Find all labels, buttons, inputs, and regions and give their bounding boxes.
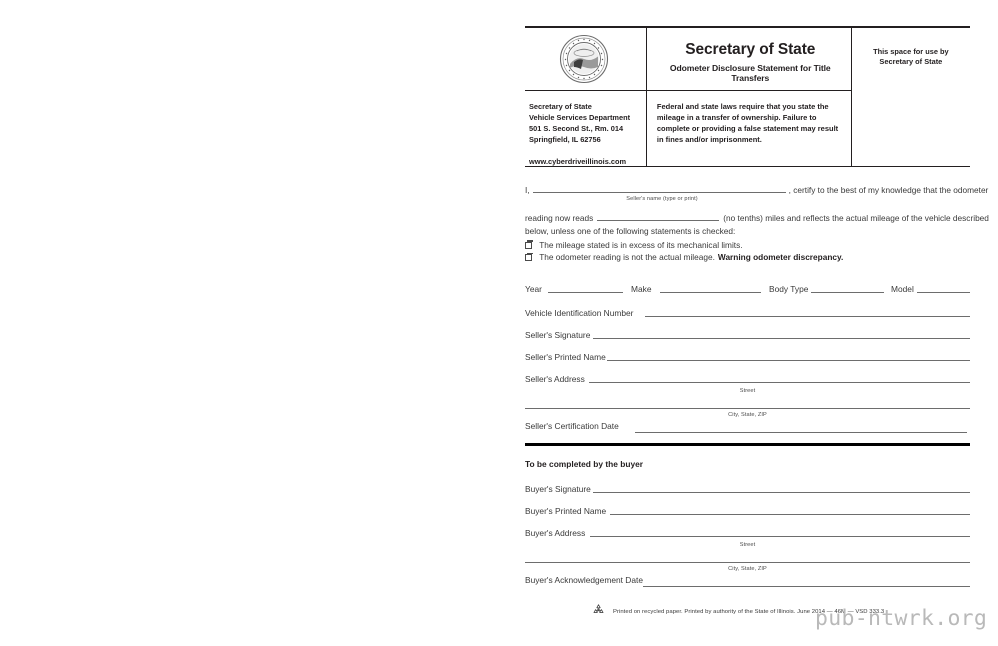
seller-certification-date-input[interactable] — [635, 432, 967, 433]
reading-second-line: below, unless one of the following statements is checked: — [525, 225, 736, 236]
sos-use-line-2: Secretary of State — [879, 57, 943, 67]
buyer-street-caption: Street — [739, 541, 756, 548]
buyer-acknowledgement-date-row — [525, 573, 970, 591]
checkbox-row-mechanical-limits[interactable] — [525, 239, 970, 252]
seller-address-street-row — [525, 370, 970, 387]
vin-label: Vehicle Identification Number — [525, 308, 634, 319]
buyer-address-city-input[interactable] — [525, 562, 970, 563]
sos-use-line-1: This space for use by — [873, 46, 949, 56]
reading-prefix-label: reading now reads — [525, 213, 594, 224]
seller-printed-name-row — [525, 348, 970, 370]
address-line-3: 501 S. Second St., Rm. 014 — [529, 124, 624, 133]
seller-address-city-input[interactable] — [525, 408, 970, 409]
seller-signature-input[interactable] — [593, 338, 970, 339]
year-label: Year — [525, 284, 542, 295]
make-input[interactable] — [660, 292, 761, 293]
buyer-city-state-zip-caption: City, State, ZIP — [728, 565, 767, 572]
header-title-cell — [646, 28, 851, 91]
address-line-1: Secretary of State — [529, 101, 592, 111]
header-table — [525, 28, 970, 166]
buyer-signature-label: Buyer's Signature — [525, 483, 591, 494]
seller-street-caption: Street — [739, 388, 756, 395]
checkbox-mechanical-limits[interactable] — [525, 242, 532, 249]
checkbox-mechanical-limits-label: The mileage stated is in excess of its mechanical limits. — [539, 239, 743, 250]
seller-certification-date-row — [525, 419, 970, 437]
seller-signature-label: Seller's Signature — [525, 330, 591, 341]
checkbox-row-not-actual-mileage[interactable] — [525, 251, 970, 264]
seller-certification-date-label: Seller's Certification Date — [525, 421, 619, 432]
seller-address-street-input[interactable] — [589, 382, 970, 383]
buyer-address-street-input[interactable] — [590, 536, 970, 537]
year-input[interactable] — [548, 292, 623, 293]
seller-address-label: Seller's Address — [525, 374, 585, 385]
buyer-acknowledgement-date-label: Buyer's Acknowledgement Date — [525, 574, 643, 585]
federal-law-notice: Federal and state laws require that you state the mileage in a transfer of ownership. Failure to complete or providing a false statement may result in fines and/or imprisonment. — [656, 101, 839, 145]
sos-use-only-box — [851, 28, 970, 166]
buyer-signature-row — [525, 480, 970, 502]
certification-name-row — [525, 183, 989, 195]
seller-signature-row — [525, 326, 970, 348]
section-divider-bar — [525, 443, 970, 446]
vin-row — [525, 304, 970, 326]
form-title: Odometer Disclosure Statement for Title Transfers — [669, 62, 831, 83]
checkbox-not-actual-mileage-label: The odometer reading is not the actual mileage. — [539, 252, 715, 263]
buyer-address-label: Buyer's Address — [525, 527, 586, 538]
address-line-4: Springfield, IL 62756 — [529, 135, 601, 145]
body-type-input[interactable] — [811, 292, 884, 293]
seller-name-input[interactable] — [533, 183, 786, 193]
i-prefix-label: I, — [525, 185, 530, 195]
buyer-printed-name-label: Buyer's Printed Name — [525, 505, 607, 516]
seller-printed-name-input[interactable] — [607, 360, 970, 361]
vin-input[interactable] — [645, 316, 970, 317]
buyer-section-title: To be completed by the buyer — [525, 458, 644, 469]
odometer-discrepancy-warning: Warning odometer discrepancy. — [717, 252, 844, 263]
make-label: Make — [631, 284, 652, 295]
model-input[interactable] — [917, 292, 970, 293]
agency-website-link[interactable]: www.cyberdriveillinois.com — [529, 156, 627, 166]
model-label: Model — [891, 284, 914, 295]
state-seal-icon — [529, 28, 640, 90]
header-federal-note-cell — [646, 90, 851, 166]
seller-printed-name-label: Seller's Printed Name — [525, 352, 606, 363]
reading-suffix-label: (no tenths) miles and reflects the actual mileage of the vehicle described — [723, 213, 989, 224]
seller-name-caption: Seller's name (type or print) — [626, 196, 698, 203]
site-watermark: pub-ntwrk.org — [815, 606, 988, 631]
seller-address-city-row — [525, 397, 970, 411]
buyer-address-street-row — [525, 524, 970, 541]
vehicle-info-row — [525, 278, 970, 304]
header-address-cell — [525, 90, 646, 166]
agency-title: Secretary of State — [685, 40, 816, 58]
buyer-printed-name-input[interactable] — [610, 514, 970, 515]
form-body — [525, 175, 989, 591]
body-type-label: Body Type — [769, 284, 809, 295]
checkbox-not-actual-mileage[interactable] — [525, 254, 532, 261]
footer-print-info: Printed on recycled paper. Printed by authority of the State of Illinois. June 2014 — 46M — VSD 333.3 — [613, 609, 885, 615]
address-line-2: Vehicle Services Department — [529, 112, 631, 122]
header-seal-cell — [525, 28, 646, 91]
seller-city-state-zip-caption: City, State, ZIP — [728, 412, 767, 419]
buyer-printed-name-row — [525, 502, 970, 524]
recycle-icon — [592, 603, 605, 621]
odometer-disclosure-form — [525, 26, 989, 591]
buyer-address-city-row — [525, 551, 970, 565]
certify-suffix-label: , certify to the best of my knowledge that the odometer — [788, 185, 989, 195]
buyer-acknowledgement-date-input[interactable] — [643, 586, 970, 587]
odometer-reading-row — [525, 211, 989, 224]
header-bottom-rule — [525, 166, 970, 168]
buyer-signature-input[interactable] — [593, 492, 970, 493]
odometer-reading-input[interactable] — [597, 211, 719, 221]
